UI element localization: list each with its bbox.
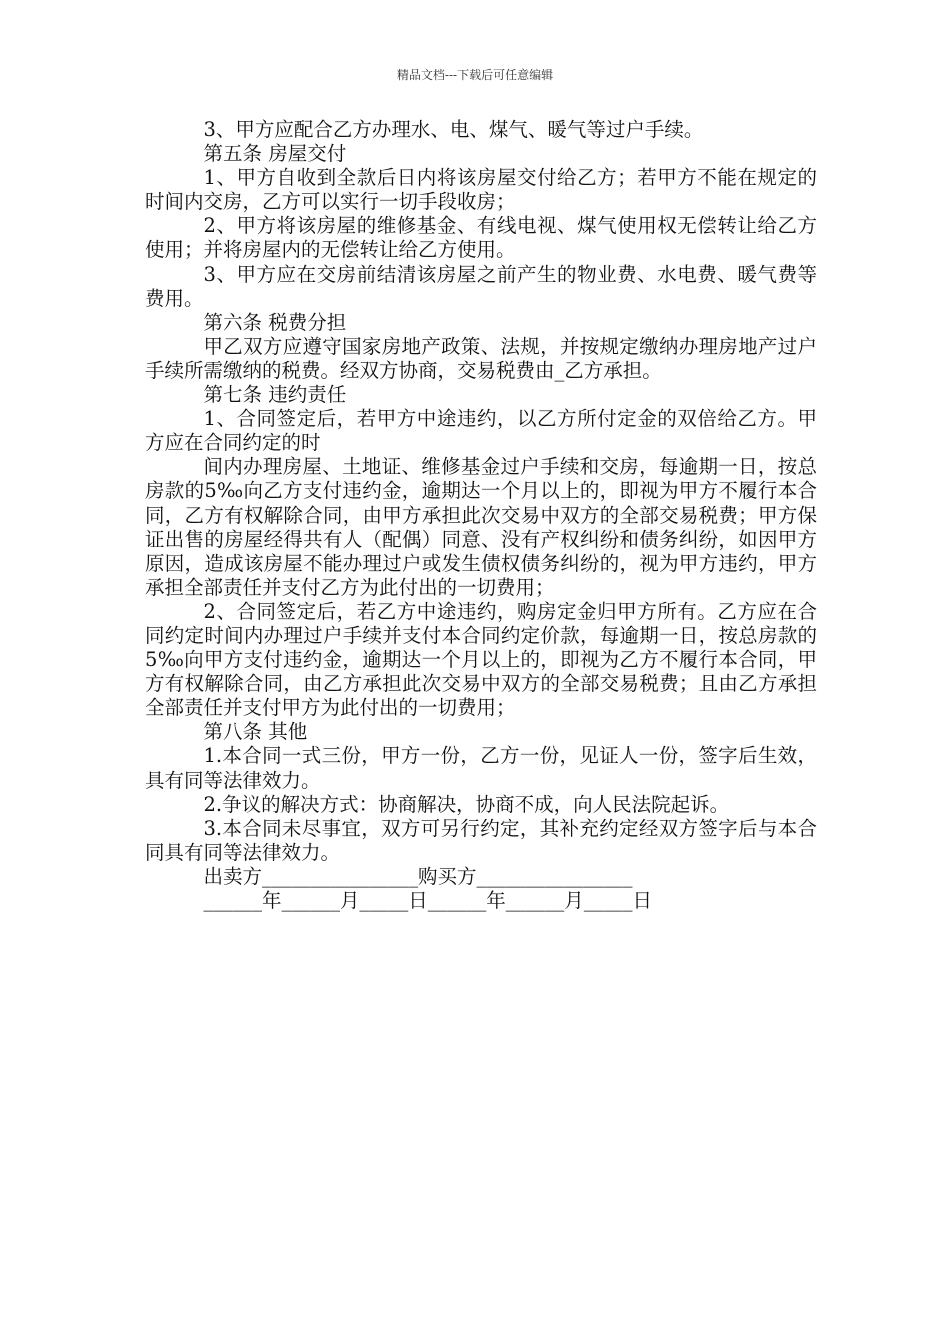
clause-8-item-1: 1.本合同一式三份，甲方一份，乙方一份，见证人一份，签字后生效，具有同等法律效力。 [145,744,817,792]
article-8-heading: 第八条 其他 [203,720,308,744]
contract-body [145,118,817,913]
article-6-heading: 第六条 税费分担 [203,310,347,334]
clause-7-item-2: 2、合同签定后，若乙方中途违约，购房定金归甲方所有。乙方应在合同约定时间内办理过户手续并支付本合同约定价款，每逾期一日，按总房款的5‰向甲方支付违约金，逾期达一个月以上的，即视为乙方不履行本合同，甲方有权解除合同，由乙方承担此次交易中双方的全部交易税费；且由乙方承担全部责任并支付甲方为此付出的一切费用； [145,599,817,720]
clause-8-item-3: 3.本合同未尽事宜，双方可另行约定，其补充约定经双方签字后与本合同具有同等法律效力。 [145,816,817,864]
article-7-heading: 第七条 违约责任 [203,383,347,407]
clause-5-item-1: 1、甲方自收到全款后日内将该房屋交付给乙方；若甲方不能在规定的时间内交房，乙方可以实行一切手段收房； [145,166,817,214]
clause-5-item-2: 2、甲方将该房屋的维修基金、有线电视、煤气使用权无偿转让给乙方使用；并将房屋内的无偿转让给乙方使用。 [145,214,817,262]
clause-7-item-1-cont: 间内办理房屋、土地证、维修基金过户手续和交房，每逾期一日，按总房款的5‰向乙方支付违约金，逾期达一个月以上的，即视为甲方不履行本合同，乙方有权解除合同，由甲方承担此次交易中双方的全部交易税费；甲方保证出售的房屋经得共有人（配偶）同意、没有产权纠纷和债务纠纷，如因甲方原因，造成该房屋不能办理过户或发生债权债务纠纷的，视为甲方违约，甲方承担全部责任并支付乙方为此付出的一切费用； [145,455,817,599]
clause-8-item-2: 2.争议的解决方式：协商解决，协商不成，向人民法院起诉。 [203,792,730,816]
clause-4-item-3: 3、甲方应配合乙方办理水、电、煤气、暖气等过户手续。 [203,118,704,141]
clause-6-text: 甲乙双方应遵守国家房地产政策、法规，并按规定缴纳办理房地产过户手续所需缴纳的税费。经双方协商，交易税费由_乙方承担。 [145,334,817,382]
clause-5-item-3: 3、甲方应在交房前结清该房屋之前产生的物业费、水电费、暖气费等费用。 [145,262,817,310]
page-header: 精品文档---下载后可任意编辑 [396,68,554,82]
date-line: ______年______月_____日______年______月_____日 [203,889,652,912]
signature-line: 出卖方________________购买方________________ [203,864,633,888]
article-5-heading: 第五条 房屋交付 [203,142,347,166]
clause-7-item-1: 1、合同签定后，若甲方中途违约，以乙方所付定金的双倍给乙方。甲方应在合同约定的时 [145,407,817,455]
